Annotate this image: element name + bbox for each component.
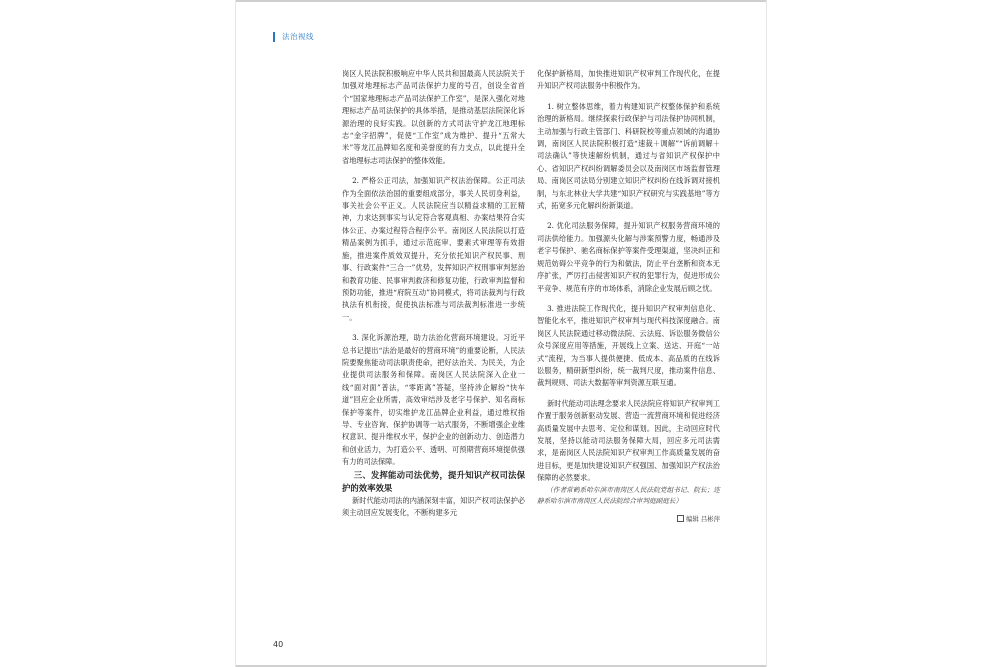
paragraph: 1. 树立整体思维，着力构建知识产权整体保护和系统治理的新格局。继续探索行政保护与司法保护协同机制，主动加强与行政主管部门、科研院校等重点领域的沟通协调，南岗区人民法院积极打造“速裁＋调解”“诉前调解＋司法确认”等快速解纷机制，通过与省知识产权保护中心、省知识产权纠纷调解委员会以及南岗区市场监督管理局、南岗区司法局分别建立知识产权纠纷在线诉调对接机制，与东北林业大学共建“知识产权研究与实践基地”等方式，拓宽多元化解纠纷新渠道。 xyxy=(537,101,720,211)
paragraph: 新时代能动司法的内涵深刻丰富，知识产权司法保护必须主动回应发展变化，不断构建多元 xyxy=(342,495,525,517)
paragraph: 新时代能动司法理念要求人民法院应将知识产权审判工作置于服务创新驱动发展、营造一流营商环境和促进经济高质量发展中去思考、定位和谋划。因此，主动回应时代发展，坚持以能动司法服务保障大局，回应多元司法需求，是南岗区人民法院知识产权审判工作高质量发展的奋进目标，更是加快建设知识产权强国、加强知识产权法治保障的必然要求。 xyxy=(537,398,720,483)
left-column xyxy=(342,68,525,519)
square-icon xyxy=(677,515,684,522)
paragraph: 3. 深化诉源治理，助力法治化营商环境建设。习近平总书记提出“法治是最好的营商环境”的重要论断，人民法院要聚焦能动司法职责使命，把好法治关、为民关，为企业提供司法服务和保障。南岗区人民法院深入企业一线“面对面”普法，“零距离”答疑，坚持涉企解纷“快车道”回应企业所需，高效审结涉及老字号保护、知名商标保护等案件，切实维护龙江品牌企业利益，通过维权指导、专业咨询、保护协调等一站式服务，不断增强企业维权意识、提升维权水平，保护企业的创新动力、创造潜力和创业活力，为打造公平、透明、可预期营商环境提供强有力的司法保障。 xyxy=(342,333,525,467)
section-header xyxy=(273,31,314,42)
paragraph: 化保护新格局，加快推进知识产权审判工作现代化，在提升知识产权司法服务中积极作为。 xyxy=(537,69,720,91)
top-rule xyxy=(236,0,766,2)
author-note: （作者常鹤系哈尔滨市南岗区人民法院党组书记、院长；连静系哈尔滨市南岗区人民法院综合审判庭副庭长） xyxy=(537,485,720,505)
header-accent-bar xyxy=(273,32,275,42)
paragraph: 岗区人民法院积极响应中华人民共和国最高人民法院关于加强对地理标志产品司法保护力度的号召，创设全省首个“国家地理标志产品司法保护工作室”，是深入强化对地理标志产品司法保护的具体举措，是推动基层法院深化诉源治理的良好实践。以创新的方式司法守护龙江地理标志“金字招牌”，促使“工作室”成为维护、提升“五常大米”等龙江品牌知名度和美誉度的有力支点，以此提升全省地理标志司法保护的整体效能。 xyxy=(342,69,525,165)
paragraph: 2. 优化司法服务保障，提升知识产权服务营商环境的司法供给能力。加强源头化解与涉案预警力度，畅通涉及老字号保护、驰名商标保护等案件受理渠道，坚决纠正和规范妨碍公平竞争的行为和做法，防止平台垄断和资本无序扩张，严厉打击侵害知识产权的犯罪行为，促进形成公平竞争、规范有序的市场体系，消除企业发展后顾之忧。 xyxy=(537,221,720,293)
header-title: 法治视线 xyxy=(282,32,314,41)
section-title: 三、发挥能动司法优势，提升知识产权司法保护的效率效果 xyxy=(342,469,525,493)
paragraph: 2. 严格公正司法，加强知识产权法治保障。公正司法作为全面依法治国的重要组成部分，事关人民切身利益，事关社会公平正义。人民法院应当以精益求精的工匠精神，力求达到事实与认定符合客观真相、办案结果符合实体公正、办案过程符合程序公平。南岗区人民法院以打造精品案例为抓手，通过示范庭审、要素式审理等有效措施，推进案件质效双提升，充分依托知识产权民事、刑事、行政案件“三合一”优势，发挥知识产权刑事审判惩治和教育功能、民事审判救济和修复功能，行政审判监督和预防功能，推进“府院互动”协同模式，将司法裁判与行政执法有机衔接，促使执法标准与司法裁判标准进一步统一。 xyxy=(342,176,525,322)
editor-label: 编辑 吕彬萍 xyxy=(686,514,720,523)
paragraph: 3. 推进法院工作现代化，提升知识产权审判信息化、智能化水平，推进知识产权审判与现代科技深度融合。南岗区人民法院通过移动微法院、云法庭、诉讼服务微信公众号深度应用等措施，开展线上立案、送达、开庭“一站式”流程，为当事人提供便捷、低成本、高品质的在线诉讼服务，精研新型纠纷，统一裁判尺度，推动案件信息、裁判规则、司法大数据等审判资源互联互通。 xyxy=(537,303,720,388)
editor-credit xyxy=(537,513,720,525)
magazine-page xyxy=(235,0,767,667)
page-number: 40 xyxy=(273,640,284,649)
right-column xyxy=(537,68,720,525)
